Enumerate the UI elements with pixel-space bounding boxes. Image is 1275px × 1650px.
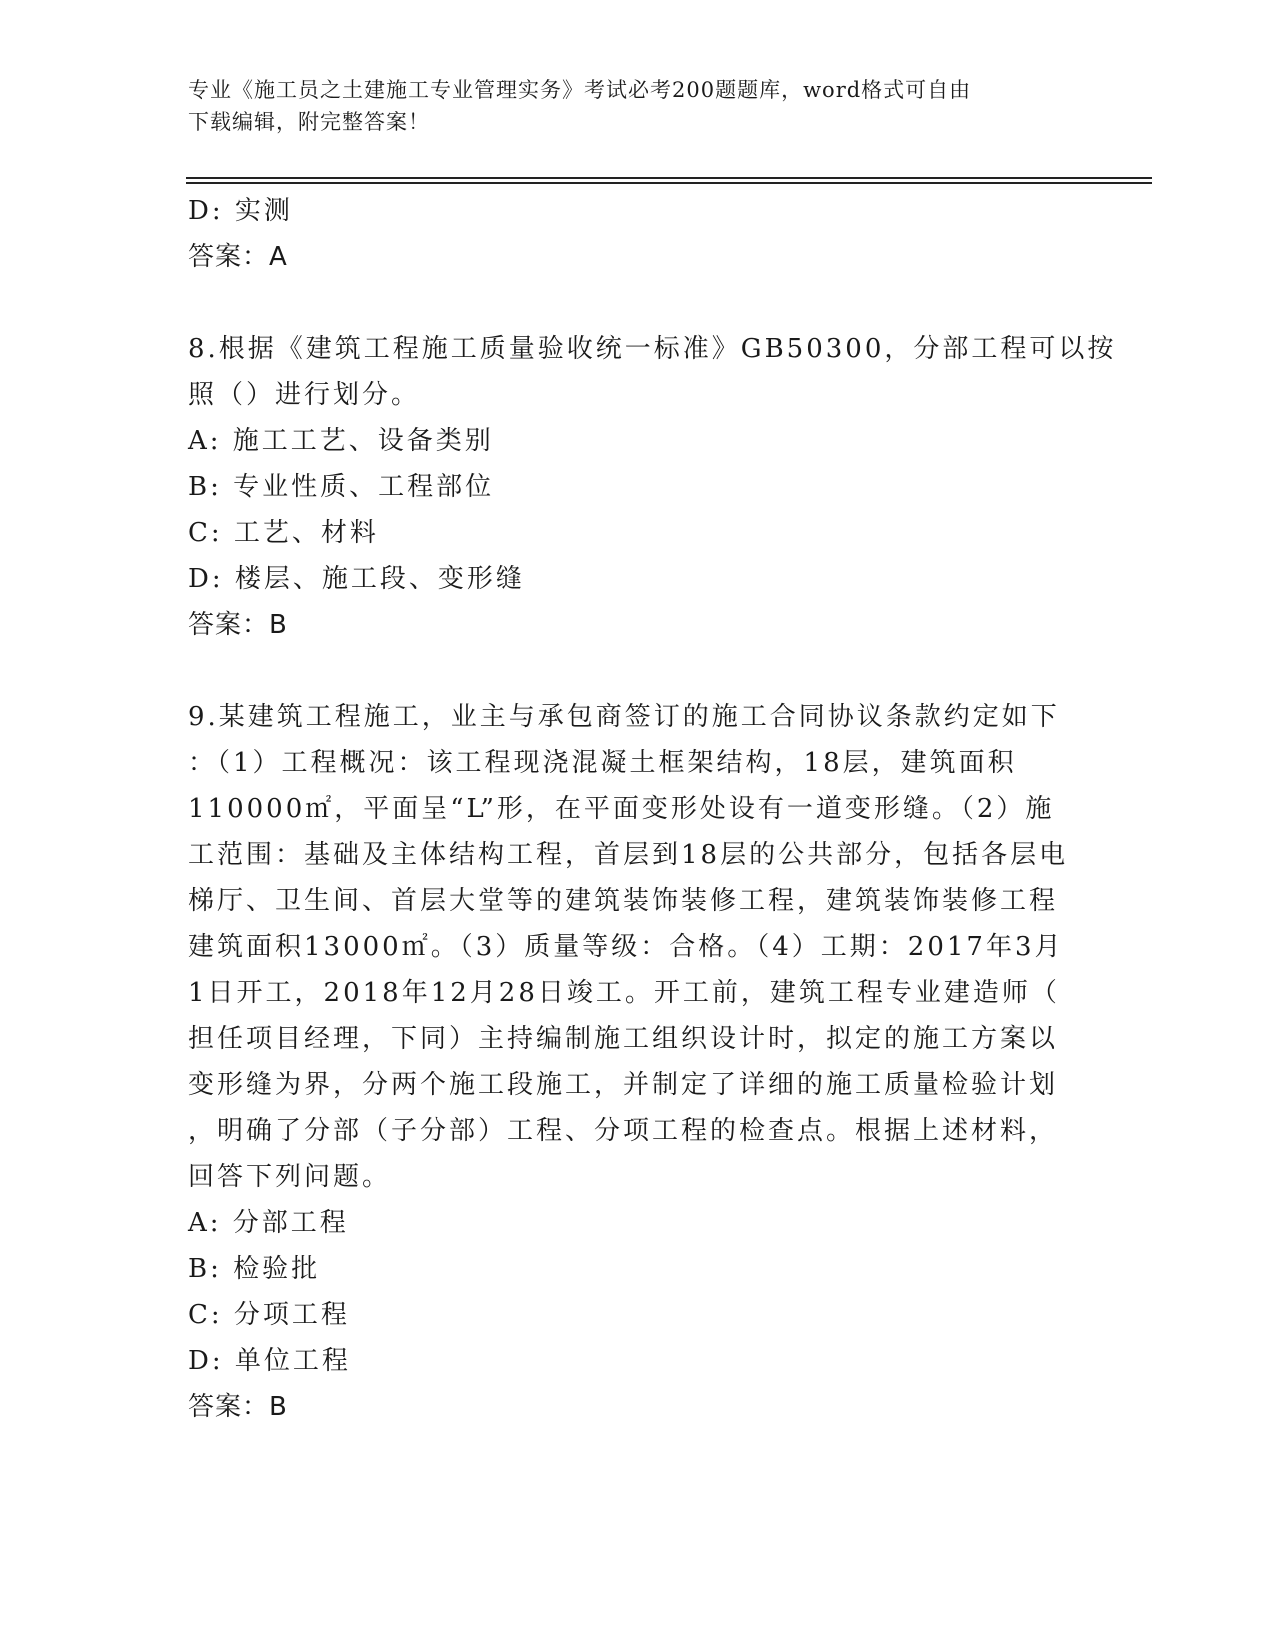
option-a: A: 施工工艺、设备类别 <box>188 426 494 456</box>
option-c: C: 工艺、材料 <box>188 518 379 548</box>
option-d: D: 单位工程 <box>188 1346 351 1376</box>
question-stem-line: 变形缝为界，分两个施工段施工，并制定了详细的施工质量检验计划 <box>188 1070 1059 1100</box>
header-divider-bottom <box>186 182 1152 184</box>
question-stem-line: ：（1）工程概况：该工程现浇混凝土框架结构，18层，建筑面积 <box>188 748 1017 778</box>
spacer <box>188 280 1088 326</box>
page-header <box>188 74 1078 138</box>
question-8 <box>188 326 1117 648</box>
question-stem-line: 梯厅、卫生间、首层大堂等的建筑装饰装修工程，建筑装饰装修工程 <box>188 886 1059 916</box>
answer: 答案：B <box>188 1392 288 1422</box>
question-stem-line: ，明确了分部（子分部）工程、分项工程的检查点。根据上述材料， <box>188 1116 1059 1146</box>
option-b: B: 检验批 <box>188 1254 321 1284</box>
question-stem-line: 1日开工，2018年12月28日竣工。开工前，建筑工程专业建造师（ <box>188 978 1060 1008</box>
question-stem-line: 8.根据《建筑工程施工质量验收统一标准》GB50300，分部工程可以按 <box>188 334 1117 364</box>
answer: 答案：A <box>188 242 288 272</box>
header-line-2: 下载编辑，附完整答案！ <box>188 110 430 134</box>
spacer <box>188 648 1088 694</box>
question-stem-line: 9.某建筑工程施工，业主与承包商签订的施工合同协议条款约定如下 <box>188 702 1060 732</box>
question-stem-line: 110000㎡，平面呈“L”形，在平面变形处设有一道变形缝。（2）施 <box>188 794 1055 824</box>
answer: 答案：B <box>188 610 288 640</box>
question-stem-line: 建筑面积13000㎡。（3）质量等级：合格。（4）工期：2017年3月 <box>188 932 1064 962</box>
question-stem-line: 担任项目经理，下同）主持编制施工组织设计时，拟定的施工方案以 <box>188 1024 1059 1054</box>
option-d: D: 实测 <box>188 196 293 226</box>
question-7-tail <box>188 188 1088 280</box>
option-d: D: 楼层、施工段、变形缝 <box>188 564 525 594</box>
document-body <box>188 188 1117 1430</box>
option-b: B: 专业性质、工程部位 <box>188 472 495 502</box>
option-a: A: 分部工程 <box>188 1208 349 1238</box>
question-stem-line: 照（）进行划分。 <box>188 380 421 410</box>
header-line-1: 专业《施工员之土建施工专业管理实务》考试必考200题题库，word格式可自由 <box>188 78 972 102</box>
option-c: C: 分项工程 <box>188 1300 350 1330</box>
header-divider-top <box>186 177 1152 179</box>
question-stem-line: 回答下列问题。 <box>188 1162 392 1192</box>
question-9 <box>188 694 1088 1430</box>
question-stem-line: 工范围：基础及主体结构工程，首层到18层的公共部分，包括各层电 <box>188 840 1069 870</box>
